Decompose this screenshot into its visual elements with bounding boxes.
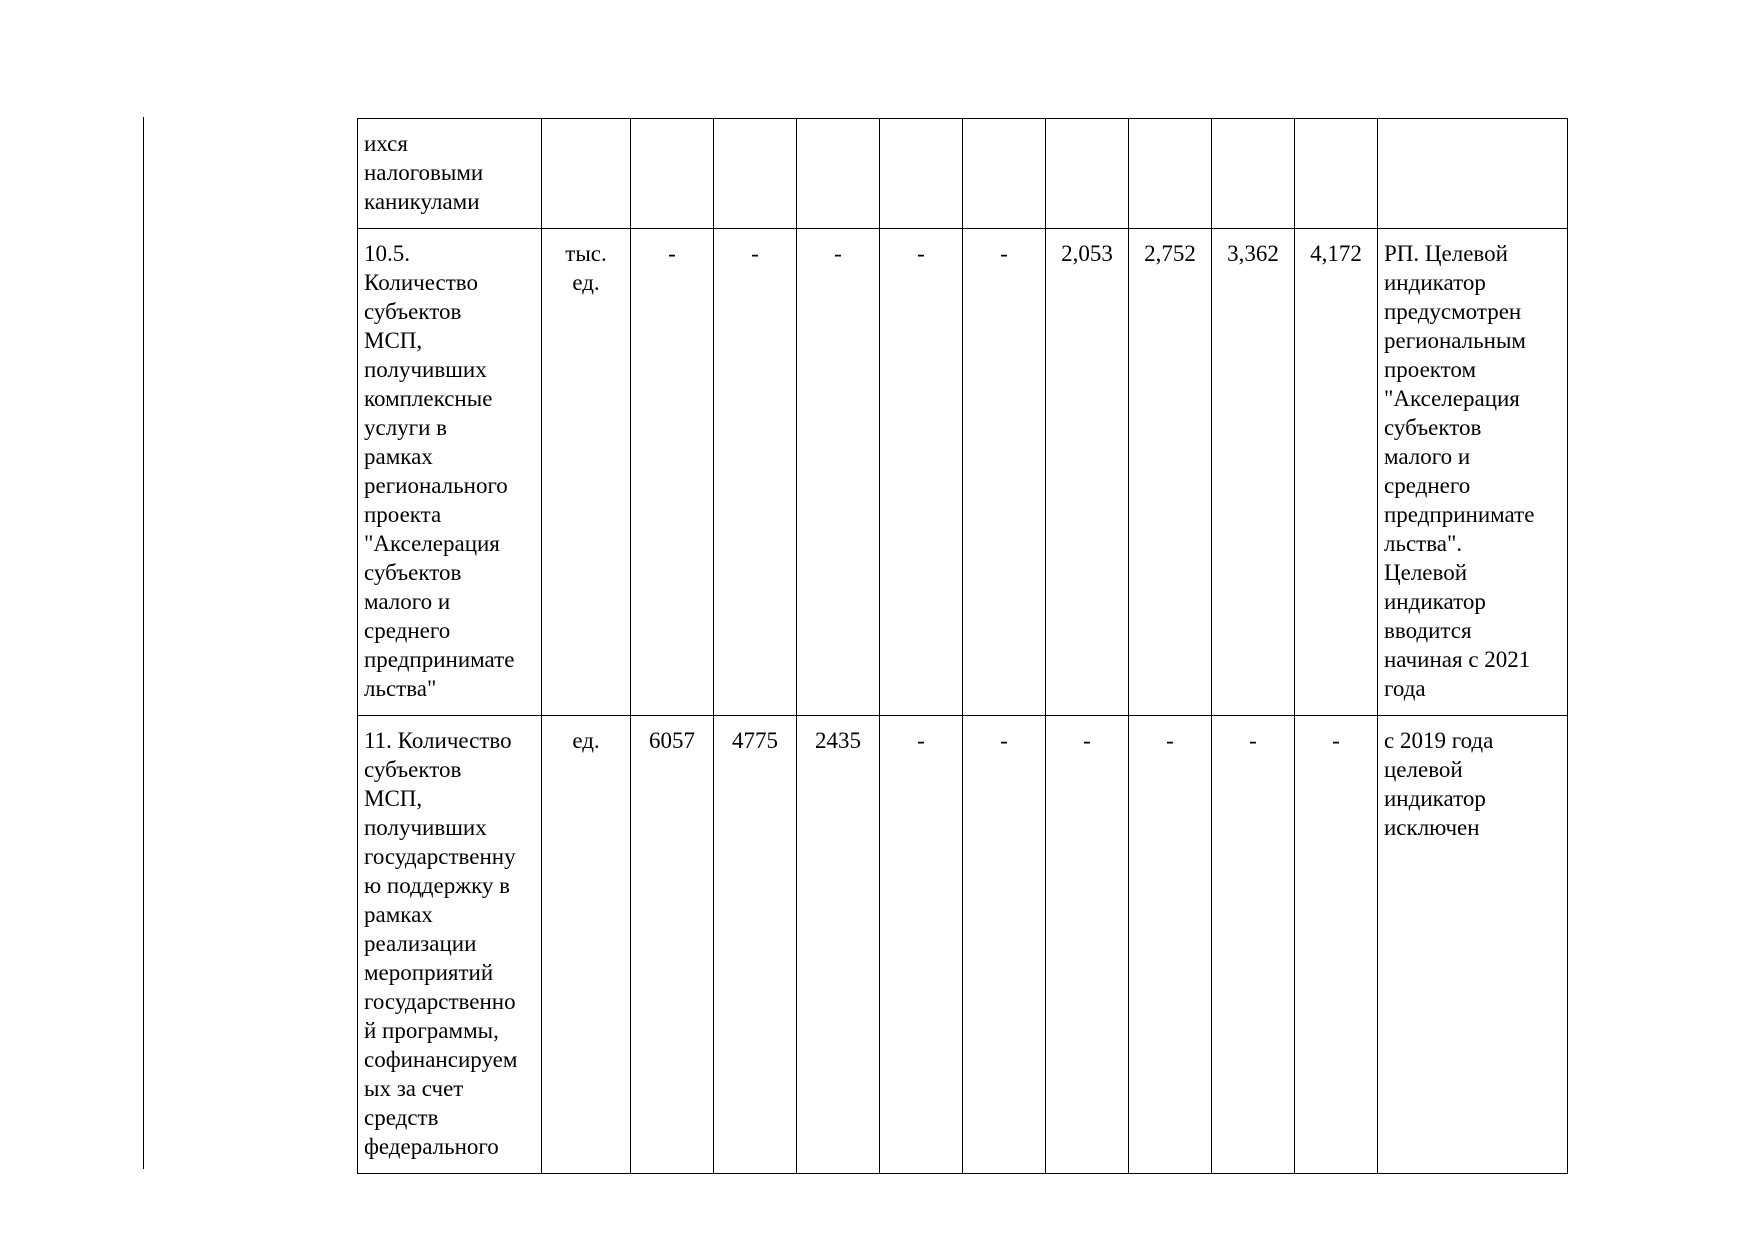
table-body	[358, 119, 1568, 1174]
value-cell: 2,053	[1046, 229, 1129, 716]
value-cell	[797, 119, 880, 229]
value-cell: -	[714, 229, 797, 716]
value-cell: -	[963, 716, 1046, 1174]
value-cell	[1212, 119, 1295, 229]
value-cell: 4775	[714, 716, 797, 1174]
value-cell: 3,362	[1212, 229, 1295, 716]
table-row	[358, 229, 1568, 716]
value-cell	[880, 119, 963, 229]
indicator-name-cell: 10.5. Количество субъектов МСП, получивших комплексные услуги в рамках регионального проекта "Акселерация субъектов малого и среднего предпринимате льства"	[358, 229, 542, 716]
value-cell	[1129, 119, 1212, 229]
note-cell	[1378, 119, 1568, 229]
value-cell: -	[631, 229, 714, 716]
value-cell: 2435	[797, 716, 880, 1174]
value-cell: 4,172	[1295, 229, 1378, 716]
note-cell: с 2019 года целевой индикатор исключен	[1378, 716, 1568, 1174]
value-cell	[963, 119, 1046, 229]
value-cell	[1046, 119, 1129, 229]
value-cell	[631, 119, 714, 229]
indicator-name-cell: ихся налоговыми каникулами	[358, 119, 542, 229]
value-cell: -	[880, 716, 963, 1174]
note-cell: РП. Целевой индикатор предусмотрен региональным проектом "Акселерация субъектов малого и среднего предпринимате льства". Целевой индикатор вводится начиная с 2021 года	[1378, 229, 1568, 716]
table-row	[358, 716, 1568, 1174]
unit-cell	[542, 119, 631, 229]
value-cell: -	[1129, 716, 1212, 1174]
unit-cell: тыс. ед.	[542, 229, 631, 716]
table-row	[358, 119, 1568, 229]
value-cell: -	[1212, 716, 1295, 1174]
value-cell: -	[797, 229, 880, 716]
page-margin-line	[143, 117, 144, 1169]
indicators-table	[357, 118, 1568, 1174]
value-cell: -	[1295, 716, 1378, 1174]
indicator-name-cell: 11. Количество субъектов МСП, получивших государственну ю поддержку в рамках реализации мероприятий государственно й программы, софинансируем ых за счет средств федерального	[358, 716, 542, 1174]
value-cell	[714, 119, 797, 229]
value-cell: 6057	[631, 716, 714, 1174]
value-cell: -	[880, 229, 963, 716]
value-cell: 2,752	[1129, 229, 1212, 716]
value-cell: -	[963, 229, 1046, 716]
value-cell: -	[1046, 716, 1129, 1174]
value-cell	[1295, 119, 1378, 229]
unit-cell: ед.	[542, 716, 631, 1174]
